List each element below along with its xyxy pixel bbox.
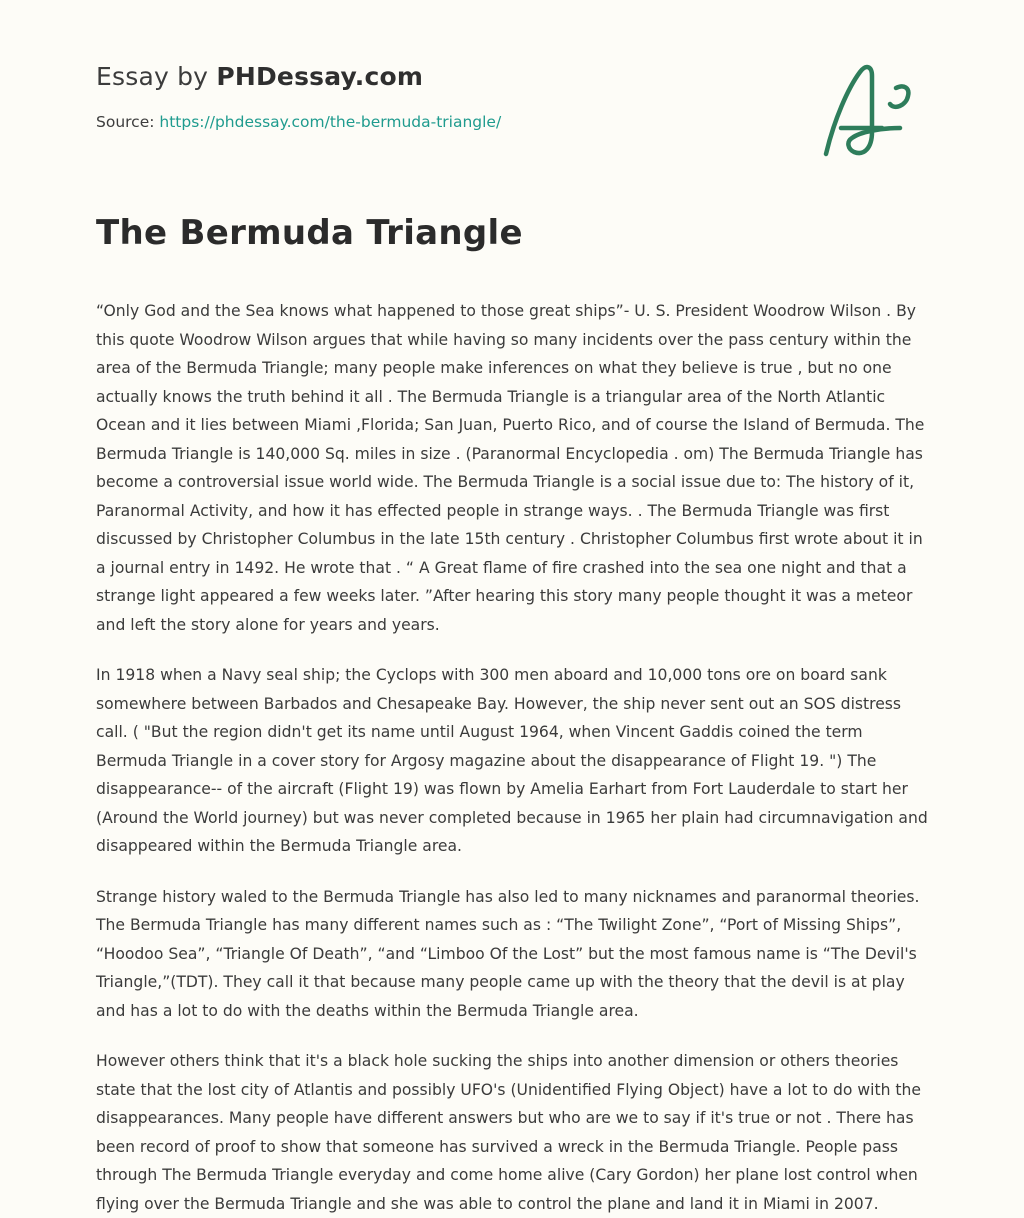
source-url-link[interactable]: https://phdessay.com/the-bermuda-triangle/ (159, 113, 502, 131)
paragraph-1: “Only God and the Sea knows what happened to those great ships”- U. S. President Woodrow Wilson . By this quote Woodrow Wilson argues that while having so many incidents over the pass century within the area of the Bermuda Triangle; many people make inferences on what they believe is true , but no one actually knows the truth behind it all . The Bermuda Triangle is a triangular area of the North Atlantic Ocean and it lies between Miami ,Florida; San Juan, Puerto Rico, and of course the Island of Bermuda. The Bermuda Triangle is 140,000 Sq. miles in size . (Paranormal Encyclopedia . om) The Bermuda Triangle has become a controversial issue world wide. The Bermuda Triangle is a social issue due to: The history of it, Paranormal Activity, and how it has effected people in strange ways. . The Bermuda Triangle was first discussed by Christopher Columbus in the late 15th century . Christopher Columbus first wrote about it in a journal entry in 1492. He wrote that . “ A Great flame of fire crashed into the sea one night and that a strange light appeared a few weeks later. ”After hearing this story many people thought it was a meteor and left the story alone for years and years. (96, 302, 925, 634)
source-label: Source: (96, 113, 160, 131)
source-line (96, 113, 928, 131)
brand-name: PHDessay.com (216, 62, 424, 91)
page-title: The Bermuda Triangle (96, 213, 523, 253)
brand-line (96, 62, 928, 91)
article-body (96, 297, 928, 1218)
document-header (96, 62, 928, 131)
paragraph-2: In 1918 when a Navy seal ship; the Cyclops with 300 men aboard and 10,000 tons ore on board sank somewhere between Barbados and Chesapeake Bay. However, the ship never sent out an SOS distress call. ( "But the region didn't get its name until August 1964, when Vincent Gaddis coined the term Bermuda Triangle in a cover story for Argosy magazine about the disappearance of Flight 19. ") The disappearance-- of the aircraft (Flight 19) was flown by Amelia Earhart from Fort Lauderdale to start her (Around the World journey) but was never completed because in 1965 her plain had circumnavigation and disappeared within the Bermuda Triangle area. (96, 666, 928, 855)
brand-by: by (168, 62, 217, 91)
paragraph-4: However others think that it's a black hole sucking the ships into another dimension or others theories state that the lost city of Atlantis and possibly UFO's (Unidentified Flying Object) have a lot to do with the disappearances. Many people have different answers but who are we to say if it's true or not . There has been record of proof to show that someone has survived a wreck in the Bermuda Triangle. People pass through The Bermuda Triangle everyday and come home alive (Cary Gordon) her plane lost control when flying over the Bermuda Triangle and she was able to control the plane and land it in Miami in 2007. (96, 1052, 921, 1213)
phdessay-monogram-icon (808, 58, 928, 168)
brand-prefix: Essay (96, 62, 169, 91)
paragraph-3: Strange history waled to the Bermuda Triangle has also led to many nicknames and paranormal theories. The Bermuda Triangle has many different names such as : “The Twilight Zone”, “Port of Missing Ships”, “Hoodoo Sea”, “Triangle Of Death”, “and “Limboo Of the Lost” but the most famous name is “The Devil's Triangle,”(TDT). They call it that because many people came up with the theory that the devil is at play and has a lot to do with the deaths within the Bermuda Triangle area. (96, 887, 920, 1020)
